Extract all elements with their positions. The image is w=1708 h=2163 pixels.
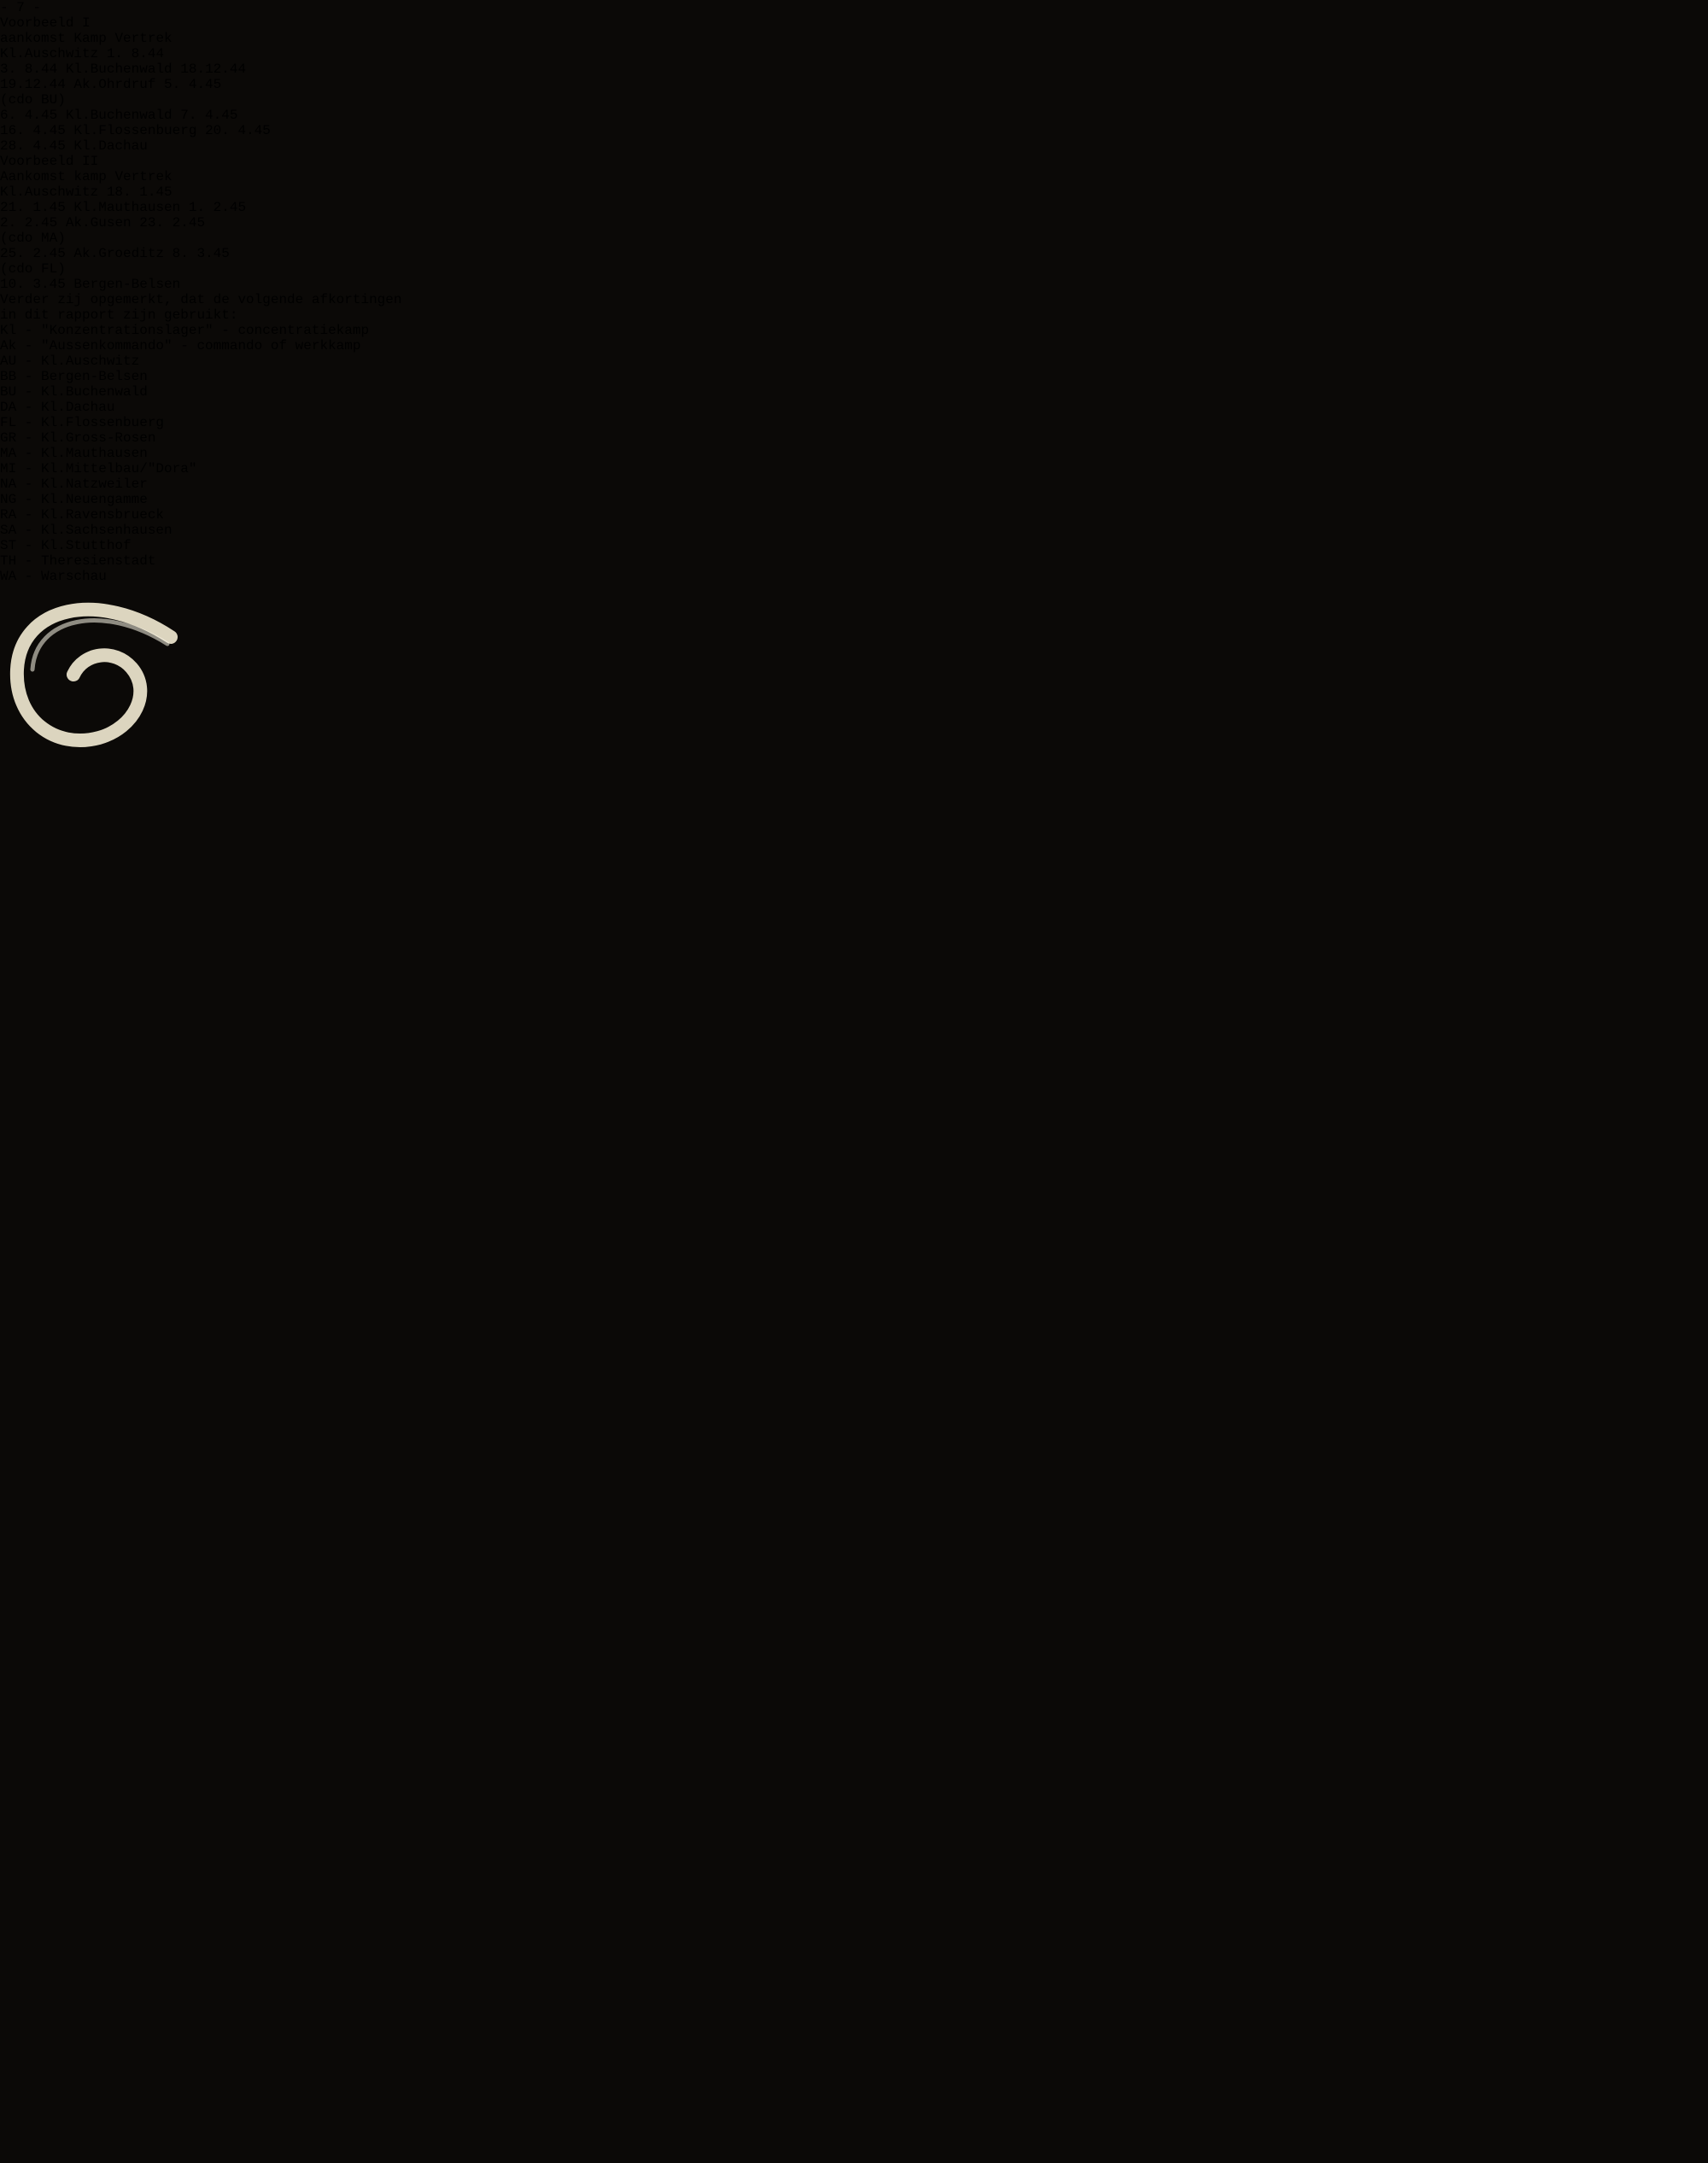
arrival-column-header: aankomst bbox=[0, 31, 66, 46]
example2-header-row bbox=[0, 169, 1708, 184]
abbreviation-list-right bbox=[0, 461, 1708, 584]
table-row bbox=[0, 77, 1708, 92]
abbreviation-entry: FL - Kl.Flossenbuerg bbox=[0, 415, 165, 430]
arrival-date: 6. 4.45 bbox=[0, 108, 58, 123]
departure-date: 1. 2.45 bbox=[188, 200, 247, 215]
abbreviation-entry: SA - Kl.Sachsenhausen bbox=[0, 523, 173, 538]
camp-name: Kl.Mauthausen bbox=[73, 200, 181, 215]
table-row bbox=[0, 46, 1708, 61]
page-number: - 7 - bbox=[0, 0, 42, 15]
camp-name: (cdo MA) bbox=[0, 231, 66, 246]
departure-date: 18.12.44 bbox=[180, 61, 247, 77]
example1-title-text: Voorbeeld I bbox=[0, 15, 91, 31]
abbreviation-list-left bbox=[0, 354, 1708, 461]
example2-table bbox=[0, 169, 1708, 292]
camp-name: (cdo BU) bbox=[0, 92, 66, 108]
abbreviation-entry: RA - Kl.Ravensbrueck bbox=[0, 507, 165, 523]
arrival-date: 28. 4.45 bbox=[0, 138, 66, 154]
abbreviation-definition: Ak - "Aussenkommando" - commando of werkkamp bbox=[0, 338, 361, 354]
example2-title bbox=[0, 154, 1708, 169]
arrival-column-header: Aankomst bbox=[0, 169, 66, 184]
camp-name: Kl.Auschwitz bbox=[0, 184, 99, 200]
camp-name: Kl.Dachau bbox=[73, 138, 148, 154]
note-line: Verder zij opgemerkt, dat de volgende afkortingen bbox=[0, 292, 402, 307]
camp-name: Kl.Buchenwald bbox=[65, 108, 173, 123]
abbreviation-entry: NG - Kl.Neuengamme bbox=[0, 492, 148, 507]
note-line: in dit rapport zijn gebruikt: bbox=[0, 307, 238, 323]
table-row bbox=[0, 92, 1708, 108]
table-row bbox=[0, 184, 1708, 200]
camp-column-header: kamp bbox=[73, 169, 107, 184]
page-stack-edge bbox=[36, 120, 77, 2135]
arrival-date: 25. 2.45 bbox=[0, 246, 66, 261]
camp-name: Ak.Ohrdruf bbox=[73, 77, 156, 92]
arrival-date: 16. 4.45 bbox=[0, 123, 66, 138]
arrival-date: 10. 3.45 bbox=[0, 277, 66, 292]
camp-name: Kl.Buchenwald bbox=[65, 61, 173, 77]
abbreviation-entry: MI - Kl.Mittelbau/"Dora" bbox=[0, 461, 197, 476]
departure-date: 1. 8.44 bbox=[106, 46, 165, 61]
arrival-date: 19.12.44 bbox=[0, 77, 66, 92]
table-row bbox=[0, 215, 1708, 231]
departure-date: 20. 4.45 bbox=[205, 123, 271, 138]
departure-date: 8. 3.45 bbox=[172, 246, 230, 261]
example1-title bbox=[0, 15, 1708, 31]
arrival-date: 2. 2.45 bbox=[0, 215, 58, 231]
table-row bbox=[0, 261, 1708, 277]
camp-name: Ak.Gusen bbox=[65, 215, 132, 231]
paperclip bbox=[0, 584, 184, 849]
camp-column-header: Kamp bbox=[73, 31, 107, 46]
table-row bbox=[0, 61, 1708, 77]
abbreviation-entry: NA - Kl.Natzweiler bbox=[0, 476, 148, 492]
abbreviation-definition: Kl - "Konzentrationslager" - concentratiekamp bbox=[0, 323, 370, 338]
arrival-date: 21. 1.45 bbox=[0, 200, 66, 215]
table-row bbox=[0, 108, 1708, 123]
table-row bbox=[0, 123, 1708, 138]
example1-header-row bbox=[0, 31, 1708, 46]
example2-title-text: Voorbeeld II bbox=[0, 154, 99, 169]
abbreviation-entry: BU - Kl.Buchenwald bbox=[0, 384, 148, 400]
camp-name: Bergen-Belsen bbox=[73, 277, 181, 292]
departure-date: 5. 4.45 bbox=[164, 77, 222, 92]
table-row bbox=[0, 231, 1708, 246]
departure-column-header: Vertrek bbox=[114, 31, 173, 46]
abbreviation-entry: ST - Kl.Stutthof bbox=[0, 538, 132, 553]
abbreviation-entry: AU - Kl.Auschwitz bbox=[0, 354, 140, 369]
table-row bbox=[0, 138, 1708, 154]
abbreviation-entry: MA - Kl.Mauthausen bbox=[0, 446, 148, 461]
departure-date: 23. 2.45 bbox=[139, 215, 206, 231]
abbreviation-entry: WA - Warschau bbox=[0, 569, 107, 584]
departure-date: 18. 1.45 bbox=[106, 184, 173, 200]
example1-table bbox=[0, 31, 1708, 154]
table-row bbox=[0, 200, 1708, 215]
table-row bbox=[0, 246, 1708, 261]
abbreviation-entry: GR - Kl.Gross-Rosen bbox=[0, 430, 156, 446]
document-page bbox=[0, 0, 1708, 584]
arrival-date: 3. 8.44 bbox=[0, 61, 58, 77]
abbreviation-entry: DA - Kl.Dachau bbox=[0, 400, 115, 415]
camp-name: (cdo FL) bbox=[0, 261, 66, 277]
camp-name: Ak.Groeditz bbox=[73, 246, 165, 261]
departure-date: 7. 4.45 bbox=[180, 108, 238, 123]
departure-column-header: Vertrek bbox=[114, 169, 173, 184]
abbreviation-entry: BB - Bergen-Belsen bbox=[0, 369, 148, 384]
camp-name: Kl.Auschwitz bbox=[0, 46, 99, 61]
camp-name: Kl.Flossenbuerg bbox=[73, 123, 197, 138]
abbreviation-entry: TH - Theresienstadt bbox=[0, 553, 156, 569]
table-row bbox=[0, 277, 1708, 292]
